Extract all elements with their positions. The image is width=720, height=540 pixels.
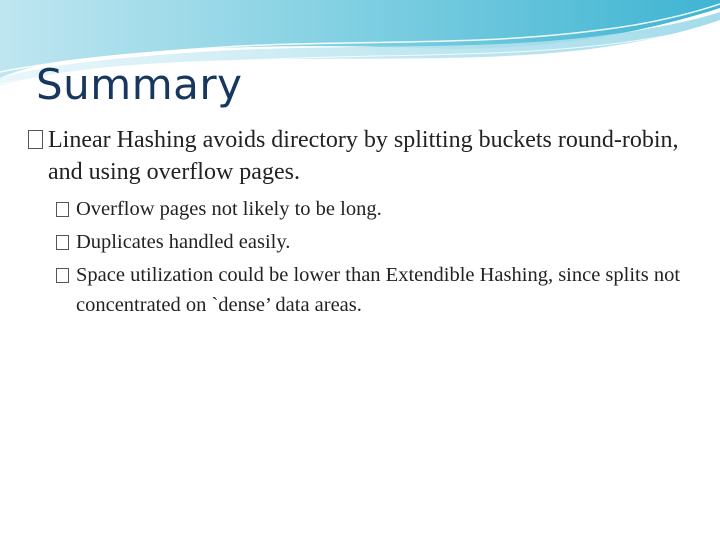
sub-bullet-item bbox=[50, 227, 708, 257]
sub-bullet-item bbox=[50, 194, 708, 224]
bullet-item bbox=[28, 124, 708, 188]
bullet-text: Linear Hashing avoids directory by splitting buckets round-robin, and using overflow pages. bbox=[48, 127, 679, 185]
sub-bullet-item bbox=[50, 260, 708, 320]
square-bullet-icon bbox=[56, 227, 69, 260]
sub-bullet-text: Overflow pages not likely to be long. bbox=[76, 198, 382, 220]
slide-content bbox=[28, 124, 708, 323]
slide-title: Summary bbox=[36, 60, 243, 109]
sub-bullet-text: Space utilization could be lower than Extendible Hashing, since splits not concentrated on `dense’ data areas. bbox=[76, 264, 681, 316]
sub-bullet-list bbox=[50, 194, 708, 320]
sub-bullet-text: Duplicates handled easily. bbox=[76, 231, 291, 253]
square-bullet-icon bbox=[56, 260, 69, 293]
square-bullet-icon bbox=[56, 194, 69, 227]
square-bullet-icon bbox=[28, 124, 43, 158]
